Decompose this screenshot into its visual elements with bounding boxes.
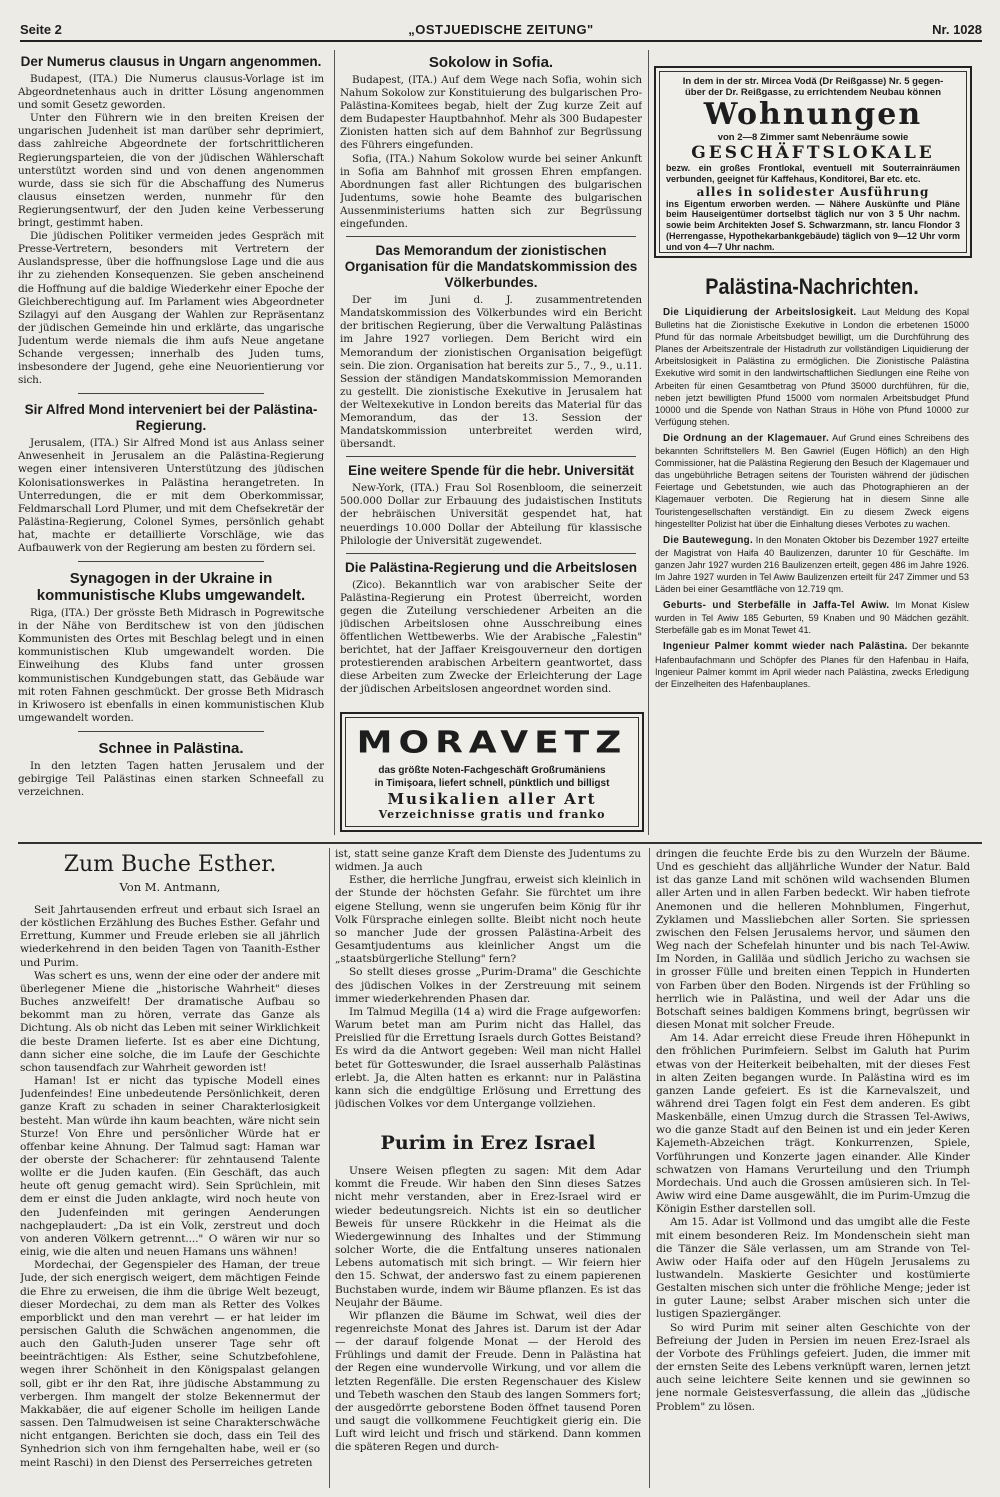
ad-text: bezw. ein großes Frontlokal, eventuell mit Souterrainräumen verbunden, geeignet für Kaffehaus, Konditorei, Bar etc. etc. (666, 163, 960, 184)
column-rule (329, 848, 330, 1488)
article-text: In den letzten Tagen hatten Jerusalem und der gebirgige Teil Palästinas einen starken Schneefall zu verzeichnen. (18, 759, 324, 799)
article-text: Jerusalem, (ITA.) Sir Alfred Mond ist aus Anlass seiner Anwesenheit in Jerusalem an die Palästina-Regierung wegen einer intensiveren Unterstützung des jüdischen Kolonisationswerkes in Palästina herangetreten. In Unterredungen, die er mit dem Oberkommissar, Feldmarschall Lord Plumer, und mit dem Chefsekretär der Palästina-Regierung, Colonel Symes, persönlich gehabt hat, machte er detaillierte Vorschläge, wie das Aufbauwerk von der Regierung am besten zu fördern sei. (18, 437, 324, 554)
article-text: Am 14. Adar erreicht diese Freude ihren Höhepunkt in den fröhlichen Purimfeiern. Selbst im Galuth hat Purim etwas von der Heiterkeit beibehalten, mit der dieses Fest in alten Zeiten begangen wurde. In Palästina wird es im ganzen Lande gefeiert. Es ist die Karnevalszeit, und während drei Tagen folgt ein Fest dem anderen. Es gibt Maskenbälle, einen Umzug durch die Strassen Tel-Awiws, wo die ganze Stadt auf den Beinen ist und ein jeder Keren Kajemeth-Abzeichen trägt. Konkurrenzen, Spiele, Vorführungen und Konzerte jagen einander. Alle Kinder schwatzen von Hamans Verurteilung und den Triumph Mordechais. Und auch die Grossen amüsieren sich. In Tel-Awiw wird eine Dame ausgewählt, die im Purim-Umzug die Königin Esther darstellen soll. (656, 1032, 970, 1216)
purim-title: Purim in Erez Israel (380, 1132, 596, 1155)
news-item (655, 306, 969, 428)
headline-alfred-mond: Sir Alfred Mond interveniert bei der Palästina-Regierung. (24, 402, 318, 434)
news-item-text: Der bekannte Hafenbaufachmann und Schöpfer des Planes für den Hafenbau in Haifa, Ingenieur Palmer kommt im April wieder nach Palästina, zwecks Erledigung der Einzelheiten des Hafenbauplanes. (655, 641, 969, 689)
section-divider (18, 842, 982, 844)
ad-frame (659, 71, 967, 253)
headline-arbeitslosen: Die Palästina-Regierung und die Arbeitslosen (344, 559, 638, 575)
moravetz-ad (340, 712, 644, 832)
headline-synagogen: Synagogen in der Ukraine in kommunistische Klubs umgewandelt. (36, 570, 306, 605)
ad-text: ins Eigentum erworben werden. — Nähere Auskünfte und Pläne beim Hauseigentümer dortselbst täglich nur von 3 5 Uhr nachm. sowie beim Architekten Josef S. Schwarzmann, str. Iancu Flondor 3 (Herrengasse, Hypothekarbankgebäude) täglich von 9—12 Uhr vorm und von 4—7 Uhr nachm. (666, 198, 960, 252)
masthead (20, 22, 982, 42)
palestine-news (655, 274, 969, 834)
news-item-head: Die Ordnung an der Klagemauer. (663, 432, 829, 444)
issue-number: Nr. 1028 (932, 22, 982, 37)
news-item-text: In den Monaten Oktober bis Dezember 1927 erteilte der Magistrat von Haifa 40 Baulizenzen, darunter 10 für Geschäfte. Im ganzen Jahr 1927 wurden 216 Baulizenzen erteilt, gegen 486 im Jahre 1926. Im Jahre 1927 wurden in Tel Awiw Baulizenzen erteilt für 247 Zimmer und 53 Läden bei einer Gesamtfläche von 12.719 qm. (655, 534, 969, 595)
separator (346, 236, 636, 237)
news-item-head: Ingenieur Palmer kommt wieder nach Palästina. (663, 641, 908, 653)
ad-text: von 2—8 Zimmer samt Nebenräume sowie (717, 132, 909, 143)
wohnungen-ad (654, 66, 972, 258)
article-text: dringen die feuchte Erde bis zu den Wurzeln der Bäume. Und es geschieht das alljährliche Wunder der Natur. Bald ist das ganze Land mit schönen wild wachsenden Blumen aller Arten und in allen Farben bedeckt. Wir haben tiefrote Anemonen und die helleren Mohnblumen, Fingerhut, Zyklamen und Massliebchen aller Sorten. Sie spriessen zwischen den Felsen Jerusalems hervor, und säumen den Weg nach der Schefelah hinunter und bis nach Tel-Awiw. Im Norden, in Galiläa und südlich Jericho zu wachsen sie in grosser Fülle und breiten einen Teppich in Hunderten von Farben über den Boden. Nirgends ist der Frühling so herrlich wie in Palästina, und weil der Adar uns die Botschaft seines baldigen Kommens bringt, begrüssen wir diesen Monat mit solcher Freude. (656, 848, 970, 1032)
esther-byline: Von M. Antmann, (119, 880, 221, 894)
article-text: Was schert es uns, wenn der eine oder der andere mit überlegener Miene die „historische Wahrheit" dieses Buches anzweifelt! Der dramatische Aufbau so bekommt man zu hören, verrate das Ganze als Dichtung. Als ob nicht das Leben mit seiner Wirklichkeit die beste Dramen lieferte. Ist es aber eine Dichtung, dann sicher eine solche, die im Laufe der Geschichte schon tausendfach zur Wahrheit geworden ist! (20, 969, 320, 1074)
ad-text: Musikalien aller Art (387, 790, 597, 808)
article-text: Der im Juni d. J. zusammentretenden Mandatskommission des Völkerbundes wird ein Bericht der britischen Regierung, über die Verwaltung Palästinas im Jahre 1927 vorliegen. Dem Bericht wird ein Memorandum der zionistischen Organisation beigefügt sein. Die zion. Organisation hat bereits zur 5., 7., 9., u.11. Session der ständigen Mandatskommission Memoranden zu gestellt. Die zionistische Exekutive in Jerusalem hat der Weltexekutive in London bereits das Material für das Memorandum, das der 13. Session der Mandatskommission unterbreitet werden wird, übersandt. (340, 294, 642, 451)
news-item-head: Die Liquidierung der Arbeitslosigkeit. (663, 307, 857, 318)
purim-column-3 (656, 848, 970, 1492)
article-text: (Zico). Bekanntlich war von arabischer Seite der Palästina-Regierung ein Protest überreicht, worden gegen die Zuteilung verschiedener Arbeiten an die jüdischen Arbeitslosen ohne Ausschreibung eines öffentlichen Wettbewerbs. Wie der Arabische „Falestin" berichtet, hat der Jaffaer Kreisgouverneur den dortigen protestierenden arabischen Arbeitern geantwortet, dass diese Arbeiten zum Zwecke der Erleichterung der Lage der jüdischen Arbeitslosen angeordnet worden sind. (340, 578, 642, 696)
article-text: Sofia, (ITA.) Nahum Sokolow wurde bei seiner Ankunft in Sofia am Bahnhof mit grossen Ehren empfangen. Abordnungen fast aller Richtungen des bulgarischen Judentums, sowie hohe Beamte des bulgarischen Aussenministeriums hatten sich zur Begrüssung eingefunden. (340, 152, 642, 231)
news-item (655, 599, 969, 636)
ad-text: Verzeichnisse gratis und franko (378, 808, 606, 821)
column-rule (648, 50, 649, 835)
article-text: Esther, die herrliche Jungfrau, erweist sich kleinlich in der Stunde der höchsten Gefahr. Sie fürchtet um ihre eigene Stellung, wenn sie ungerufen beim König für ihr Volk Fürsprache einlegen sollte. Bleibt nicht noch heute so mancher Jude der grossen Palästina-Arbeit des Gesamtjudentums aus kleinlicher Angst um die „staatsbürgerliche Stellung" fern? (335, 874, 641, 966)
article-text: Budapest, (ITA.) Auf dem Wege nach Sofia, wohin sich Nahum Sokolow zur Konstituierung des bulgarischen Pro-Palästina-Komitees begab, hielt der Zug kurze Zeit auf dem Budapester Hauptbahnhof. Mehr als 300 Budapester Zionisten hatten sich auf dem Bahnhof zur Begrüssung des Führers eingefunden. (340, 74, 642, 152)
headline-sokolow: Sokolow in Sofia. (428, 54, 554, 71)
headline-spende: Eine weitere Spende für die hebr. Universität (348, 463, 634, 479)
article-text: Mordechai, der Gegenspieler des Haman, der treue Jude, der sich energisch weigert, dem mächtigen Feinde die Ehre zu erweisen, die ihm die übrige Welt bezeugt, dieser Mordechai, zu dem man als Retter des Volkes emporblickt und den man verehrt — er hat leider im persischen Galuth die Schwächen angenommen, die auch den Galuth-Juden unserer Tage sehr oft beeinträchtigen: Als Esther, seine Schutzbefohlene, wegen ihrer Schönheit in den Königspalast gelangen soll, gibt er ihr den Rat, ihre jüdische Abstammung zu verbergen. Ihm mangelt der stolze Bekennermut der Makkabäer, die auf eigener Scholle im heiligen Lande sassen. Den Talmudweisen ist seine Charakterschwäche nicht entgangen. Berichten sie doch, dass ein Teil des Synhedrion sich von ihm ferngehalten habe, weil er (so meint Raschi) in den Dienst des Perserreiches getreten (20, 1259, 320, 1469)
news-item-text: Im Monat Kislew wurden in Tel Awiw 185 Geburten, 59 Knaben und 90 Mädchen gezählt. Sterbefälle gab es im Monat Tewet 41. (655, 600, 969, 636)
headline-numerus-clausus: Der Numerus clausus in Ungarn angenommen. (20, 54, 322, 69)
article-text: Riga, (ITA.) Der grösste Beth Midrasch in Pogrewitsche in der Nähe von Berditschew ist von den jüdischen Kommunisten des Ortes mit Beschlag belegt und in einen kommunistischen Klub umgewandelt worden. Die Einweihung des Klubs fand unter grossen kommunistischen Kundgebungen statt, das Gebäude war mit roten Fahnen geschmückt. Der grosse Beth Midrasch in Kriwosero ist ebenfalls in einen kommunistischen Klub umgewandelt worden. (18, 607, 324, 724)
article-text: Haman! Ist er nicht das typische Modell eines Judenfeindes! Eine unbedeutende Persönlichkeit, deren ganze Kraft zu schaden in seiner Charakterlosigkeit besteht. Man würde ihn kaum beachten, wäre nicht sein Sturze! Von Ehre und persönlicher Würde hat er offenbar keine Ahnung. Der Talmud sagt: Haman war der oberste der Schacherer: für zehntausend Talente wollte er die Juden kaufen. (Ein Geschäft, das auch heute oft genug gemacht wird). Sein Sprüchlein, mit dem er einst die Juden anklagte, wird noch heute von den Judenfeinden mit geringen Aenderungen nachgeplaudert: „Da ist ein Volk, zerstreut und doch von anderen Völkern getrennt...." O wären wir nur so einig, wie die alten und neuen Hamans uns wähnen! (20, 1075, 320, 1259)
column-1 (18, 54, 324, 834)
news-item (655, 534, 969, 595)
news-item (655, 640, 969, 689)
esther-column-1 (20, 848, 320, 1492)
ad-text: das größte Noten-Fachgeschäft Großrumäniens (378, 765, 606, 776)
moravetz-logo: MORAVETZ (356, 725, 628, 760)
article-text: So wird Purim mit seiner alten Geschichte von der Befreiung der Juden in Persien im neuen Erez-Israel als der Vorbote des Frühlings gefeiert. Juden, die immer mit der ernsten Seite des Lebens verknüpft waren, lernen jetzt auch seine leichtere Seite kennen und sie gewinnen so jene normale Geistesverfassung, die allein das „jüdische Problem" zu lösen. (656, 1321, 970, 1413)
page-number: Seite 2 (20, 22, 62, 37)
ad-text: in Timișoara, liefert schnell, pünktlich und billigst (374, 778, 610, 789)
news-item-head: Die Bautewegung. (663, 534, 753, 546)
article-text: So stellt dieses grosse „Purim-Drama" die Geschichte des jüdischen Volkes in der Zerstreuung mit seinem immer wiederkehrenden Phasen dar. (335, 966, 641, 1005)
news-item-head: Geburts- und Sterbefälle in Jaffa-Tel Awiw. (663, 600, 890, 612)
article-text: New-York, (ITA.) Frau Sol Rosenbloom, die seinerzeit 500.000 Dollar zur Erbauung des judaistischen Instituts der hebräischen Universität gespendet hat, hat neuerdings 10.000 Dollar der Abteilung für klassische Philologie der Universität zugewendet. (340, 482, 642, 547)
column-rule (334, 50, 335, 835)
separator (346, 456, 636, 457)
news-item-text: Auf Grund eines Schreibens des bekannten Schriftstellers M. Ben Gawriel (Eugen Höflich) an den High Commissioner, hat die Palästina Regierung den Besuch der Klagemauer und das ungebührliche Betragen seitens der Touristen während der jüdischen Feiertage und Gebetstunden, wie auch das Photographieren an der Klagemauer verboten. Die Regierung hat in diesem Sinne alle Touristengesellschaften verständigt. Ein zu diesem Zweck eigens hingestellter Polizist hat über die Einhaltung dieses Verbotes zu wachen. (655, 432, 969, 529)
news-item (655, 432, 969, 530)
article-text: Am 15. Adar ist Vollmond und das umgibt alle die Feste mit einem besonderen Reiz. Im Mondenschein sieht man die Tänzer die Säle verlassen, um am Strande von Tel-Awiw oder Haifa oder auf den Hügeln Jerusalems zu lustwandeln. Maskierte Gesichter und kostümierte Gestalten mischen sich unter die fröhliche Menge; jeder ist in guter Laune; selbst Araber mischen sich unter die lustigen Spaziergänger. (656, 1216, 970, 1321)
ad-caps: GESCHÄFTSLOKALE (691, 143, 935, 163)
article-text: Im Talmud Megilla (14 a) wird die Frage aufgeworfen: Warum betet man am Purim nicht das Hallel, das Preislied für die Errettung Israels durch Gottes Beistand? Es wird da die Antwort gegeben: Weil man nicht Hallel betet für Gotteswunder, die Israel ausserhalb Palästinas erlebt. Ja, die Alten hatten es erkannt: nur in Palästina kann sich die endgültige Erlösung und Errettung des jüdischen Volkes vor dem Untergange vollziehen. (335, 1005, 641, 1110)
column-rule (649, 848, 650, 1488)
article-text: Die jüdischen Politiker vermeiden jedes Gespräch mit Presse-Vertretern, besonders mit Vertretern der Auslandspresse, über die hoffnungslose Lage und die aus ihr zu ziehenden Konsequenzen. Sie geben anscheinend die Hoffnung auf die baldige Wiederkehr einer Epoche der Gleichberechtigung auf. Im Parlament wies Abgeordneter Szilagyi auf den Ausgang der Wahlen zur Repräsentanz der jüdischen Gemeinde hin und erklärte, das ungarische Judentum werde niemals die ihm aufs Neue angetane Schande vergessen; innerhalb des Juden tums, insbesondere der Jugend, gehe eine Neuorientierung vor sich. (18, 230, 324, 387)
article-text: Wir pflanzen die Bäume im Schwat, weil dies der regenreichste Monat des Jahres ist. Darum ist der Adar — der darauf folgende Monat — der Herold des Frühlings und damit der Freude. Denn in Palästina hat der Regen eine wundervolle Wirkung, und vor allem die letzten Regenfälle. Die ersten Regenschauer des Kislew und Tebeth waschen den Staub des langen Sommers fort; der ausgedörrte geborstene Boden öffnet tausend Poren und saugt die vollkommene Feuchtigkeit gierig ein. Die Luft wird leicht und frisch und stärkend. Dann kommen die späteren Regen und durch- (335, 1309, 641, 1454)
separator (78, 393, 264, 394)
ad-text: über der Dr. Reißgasse, zu errichtendem Neubau können (684, 87, 942, 98)
article-text: Unsere Weisen pflegten zu sagen: Mit dem Adar kommt die Freude. Wir haben den Sinn dieses Satzes nicht mehr verstanden, aber in Erez-Israel wird er wieder bedeutungsreich. Nichts ist ein so deutlicher Beweis für unsere Rückkehr in die Heimat als die Wiedergewinnung des Inhaltes und der Stimmung solcher Worte, die die Entfaltung unseres nationalen Lebens automatisch mit sich bringt. — Wir feiern hier den 15. Schwat, der anderswo fast zu einem papierenen Buchstaben wurde, indem wir Bäume pflanzen. Es ist das Neujahr der Bäume. (335, 1165, 641, 1309)
headline-memorandum: Das Memorandum der zionistischen Organisation für die Mandatskommission des Völkerbundes. (344, 243, 638, 291)
news-item-text: Laut Meldung des Kopal Bulletins hat die Zionistische Exekutive in London die erbetenen 15000 Pfund für das normale Arbeitsbudget bewilligt, um die Durchführung des Planes der Arbeitszentrale der Histadruth zur vollständigen Liquidierung der Arbeitslosigkeit in Palästina zu ermöglichen. Die Zionistische Palästina Exekutive wird somit in den landwirtschaftlichen Siedlungen eine Reihe von Arbeiten für einen Gesamtbetrag von Pfund 35000 durchführen, für die, neben jetzt bewilligten Pfund 15000 vom normalen Arbeitsbudget Pfund 10000 und die Spende von Nathan Straus in Höhe von Pfund 10000 zur Verfügung stehen. (655, 307, 969, 427)
ad-frame (345, 717, 639, 827)
ad-text: In dem in der str. Mircea Vodă (Dr Reißgasse) Nr. 5 gegen- (682, 76, 944, 87)
ad-headline: Wohnungen (703, 97, 923, 132)
esther-column-2 (335, 848, 641, 1492)
separator (78, 731, 264, 732)
paper-title: „OSTJUEDISCHE ZEITUNG" (408, 22, 594, 37)
palestine-news-title: Palästina-Nachrichten. (705, 274, 919, 299)
separator (78, 561, 264, 562)
column-2 (340, 54, 642, 702)
article-text: Unter den Führern wie in den breiten Kreisen der ungarischen Judenheit ist man darüber sehr deprimiert, dass zahlreiche Abgeordnete der fortschrittlicheren Regierungsparteien, die von der jüdischen Wählerschaft unterstützt worden sind und von denen angenommen wurde, dass sie sich für die Abschaffung des Numerus clausus einsetzen werden, nunmehr für den Regierungsentwurf, der den Juden keine Verbesserung bringt, gestimmt haben. (18, 112, 324, 230)
separator (346, 553, 636, 554)
headline-schnee: Schnee in Palästina. (98, 739, 244, 757)
article-text: Budapest, (ITA.) Die Numerus clausus-Vorlage ist im Abgeordnetenhaus auch in dritter Lösung angenommen und somit Gesetz geworden. (18, 73, 324, 112)
article-text: Seit Jahrtausenden erfreut und erbaut sich Israel an der köstlichen Erzählung des Buches Esther. Gefahr und Errettung, Kummer und Freude erleben sie all jährlich wiederkehrend in den beiden Tagen von Taanith-Esther und Purim. (20, 904, 320, 969)
article-text: ist, statt seine ganze Kraft dem Dienste des Judentums zu widmen. Ja auch (335, 848, 641, 874)
ad-text: alles in solidester Ausführung (696, 184, 930, 199)
esther-title: Zum Buche Esther. (63, 852, 277, 877)
